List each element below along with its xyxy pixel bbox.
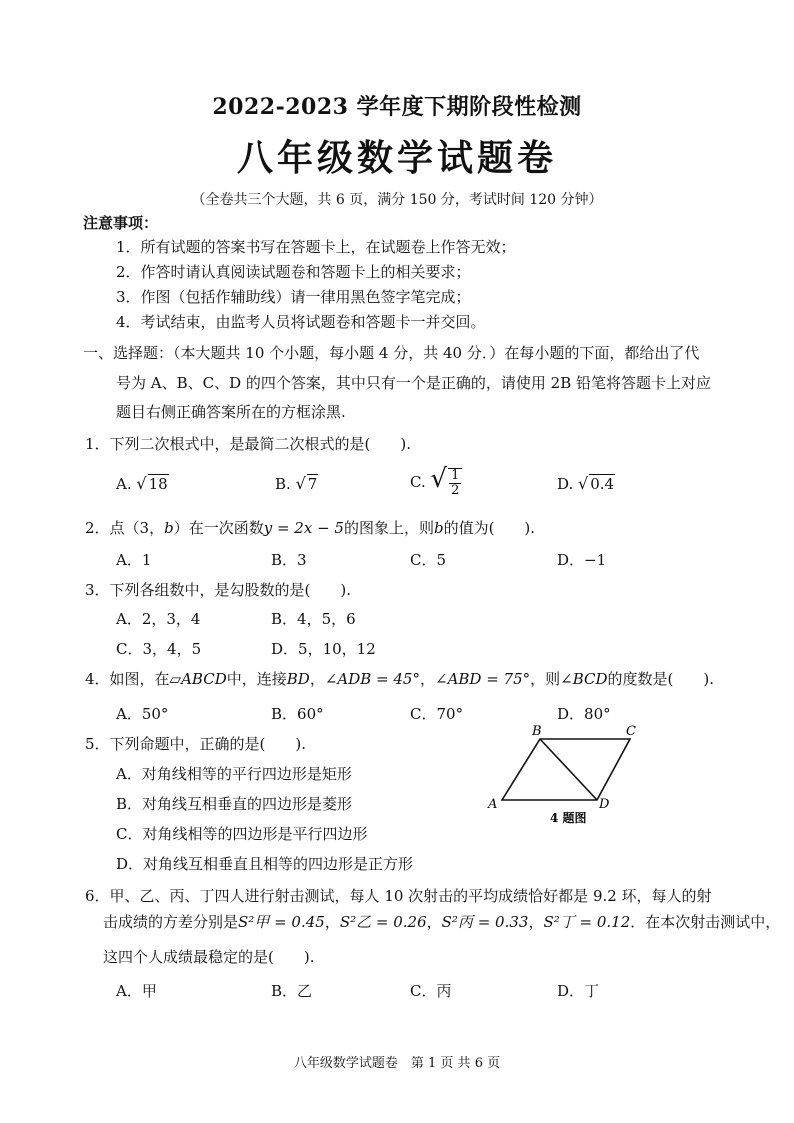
q4-text: ， bbox=[419, 670, 435, 688]
q6-line2: 击成绩的方差分别是S²甲 = 0.45，S²乙 = 0.26，S²丙 = 0.33，S²丁 = 0.12．在本次射击测试中， bbox=[103, 913, 781, 931]
q6-line1: 6．甲、乙、丙、丁四人进行射击测试，每人 10 次射击的平均成绩恰好都是 9.2 环，每人的射 bbox=[85, 887, 712, 905]
q6-variance-bing: S²丙 = 0.33 bbox=[441, 913, 529, 931]
page-footer: 八年级数学试题卷 第 1 页 共 6 页 bbox=[293, 1056, 501, 1071]
vertex-b-label: B bbox=[532, 724, 542, 739]
q6-option-c: C．丙 bbox=[410, 982, 452, 1000]
q1-c-label: C. bbox=[410, 473, 426, 491]
q2-var-b: b bbox=[164, 519, 174, 537]
q1-c-fraction bbox=[448, 468, 462, 498]
q4-angle-adb: ∠ADB = 45° bbox=[324, 670, 420, 688]
q6-text: 击成绩的方差分别是 bbox=[103, 913, 239, 931]
q2-option-b: B．3 bbox=[271, 551, 307, 569]
sqrt-sign: √ bbox=[295, 474, 306, 493]
diagonal-bd bbox=[540, 739, 597, 800]
section1-line3: 题目右侧正确答案所在的方框涂黑. bbox=[116, 403, 346, 421]
q6-text: ．在本次射击测试中， bbox=[630, 913, 781, 931]
q1-b-radicand: 7 bbox=[307, 475, 318, 493]
q2-text: 2．点（3， bbox=[85, 519, 165, 537]
notes-title: 注意事项： bbox=[83, 214, 159, 232]
vertex-c-label: C bbox=[626, 724, 636, 739]
q4-option-c: C．70° bbox=[410, 705, 464, 723]
q1-option-b bbox=[275, 474, 318, 493]
note-item-3: 3．作图（包括作辅助线）请一律用黑色签字笔完成； bbox=[116, 288, 471, 306]
exam-title: 八年级数学试题卷 bbox=[236, 137, 557, 179]
q1-c-denominator: 2 bbox=[451, 483, 460, 498]
section1-line1: 一、选择题：（本大题共 10 个小题，每小题 4 分，共 40 分．）在每小题的下面，都给出了代 bbox=[83, 344, 700, 362]
q5-option-c: C．对角线相等的四边形是平行四边形 bbox=[116, 825, 368, 843]
q3-option-d: D．5，10，12 bbox=[271, 640, 376, 658]
q3-stem: 3．下列各组数中，是勾股数的是( ). bbox=[85, 581, 352, 599]
q4-stem bbox=[85, 668, 714, 689]
parallelogram-abcd bbox=[502, 739, 630, 800]
q3-option-b: B．4，5，6 bbox=[271, 610, 356, 628]
q4-parallelogram: ▱ABCD bbox=[169, 670, 227, 688]
sqrt-sign: √ bbox=[578, 474, 589, 493]
q2-option-a: A．1 bbox=[116, 551, 152, 569]
q4-text: 4．如图，在 bbox=[85, 670, 170, 688]
note-item-2: 2．作答时请认真阅读试题卷和答题卡上的相关要求； bbox=[116, 263, 471, 281]
note-item-4: 4．考试结束，由监考人员将试题卷和答题卡一并交回。 bbox=[116, 313, 486, 331]
q4-angle-bcd: ∠BCD bbox=[560, 670, 608, 688]
q4-text: ， bbox=[309, 670, 325, 688]
q4-segment-bd: BD bbox=[286, 670, 310, 688]
q2-var-b: b bbox=[433, 519, 444, 537]
section1-line2: 号为 A、B、C、D 的四个答案，其中只有一个是正确的，请使用 2B 铅笔将答题卡上对应 bbox=[116, 374, 712, 392]
q1-c-numerator: 1 bbox=[451, 468, 460, 483]
q1-d-label: D. bbox=[557, 475, 574, 493]
q4-text: ，则 bbox=[530, 670, 561, 688]
exam-year-title: 2022-2023 学年度下期阶段性检测 bbox=[212, 94, 582, 120]
q2-text: ）在一次函数 bbox=[173, 519, 264, 537]
q5-option-a: A．对角线相等的平行四边形是矩形 bbox=[116, 765, 352, 783]
q4-option-b: B．60° bbox=[271, 705, 324, 723]
q1-stem: 1．下列二次根式中，是最简二次根式的是( ). bbox=[85, 435, 412, 453]
q6-option-a: A．甲 bbox=[116, 982, 157, 1000]
q2-text: 的图象上，则 bbox=[343, 519, 434, 537]
exam-info: （全卷共三个大题，共 6 页，满分 150 分，考试时间 120 分钟） bbox=[191, 192, 603, 208]
q5-option-b: B．对角线互相垂直的四边形是菱形 bbox=[116, 795, 353, 813]
q2-equation: y = 2x − 5 bbox=[263, 519, 344, 537]
figure-caption: 4 题图 bbox=[550, 811, 587, 825]
q4-option-d: D．80° bbox=[557, 705, 611, 723]
q1-option-a bbox=[116, 474, 169, 493]
q1-a-radicand: 18 bbox=[148, 475, 168, 493]
q5-stem: 5．下列命题中，正确的是( ). bbox=[85, 735, 307, 753]
q3-option-a: A．2，3，4 bbox=[116, 610, 201, 628]
parallelogram-figure bbox=[480, 722, 650, 832]
q1-b-label: B. bbox=[275, 475, 291, 493]
q1-d-radicand: 0.4 bbox=[590, 475, 615, 493]
q2-stem bbox=[85, 517, 535, 538]
q6-option-b: B．乙 bbox=[271, 982, 313, 1000]
q2-text: 的值为( ). bbox=[443, 519, 536, 537]
q3-option-c: C．3，4，5 bbox=[116, 640, 202, 658]
q4-text: 的度数是( ). bbox=[607, 670, 715, 688]
sqrt-sign: √ bbox=[430, 464, 448, 494]
vertex-d-label: D bbox=[599, 797, 610, 812]
q6-variance-jia: S²甲 = 0.45 bbox=[238, 913, 325, 931]
q6-line3: 这四个人成绩最稳定的是( ). bbox=[103, 948, 315, 966]
q2-option-c: C．5 bbox=[410, 551, 447, 569]
q4-text: 中，连接 bbox=[226, 670, 287, 688]
q2-option-d: D．−1 bbox=[557, 551, 607, 569]
q1-option-d bbox=[557, 474, 615, 493]
q5-option-d: D．对角线互相垂直且相等的四边形是正方形 bbox=[116, 855, 414, 873]
vertex-a-label: A bbox=[488, 797, 498, 812]
q1-option-c bbox=[410, 464, 462, 498]
q1-a-label: A. bbox=[116, 475, 132, 493]
q6-option-d: D．丁 bbox=[557, 982, 600, 1000]
q6-variance-yi: S²乙 = 0.26 bbox=[339, 913, 427, 931]
q6-variance-ding: S²丁 = 0.12 bbox=[543, 913, 631, 931]
sqrt-sign: √ bbox=[136, 474, 147, 493]
q4-option-a: A．50° bbox=[116, 705, 169, 723]
note-item-1: 1．所有试题的答案书写在答题卡上，在试题卷上作答无效； bbox=[116, 238, 516, 256]
q4-angle-abd: ∠ABD = 75° bbox=[435, 670, 531, 688]
